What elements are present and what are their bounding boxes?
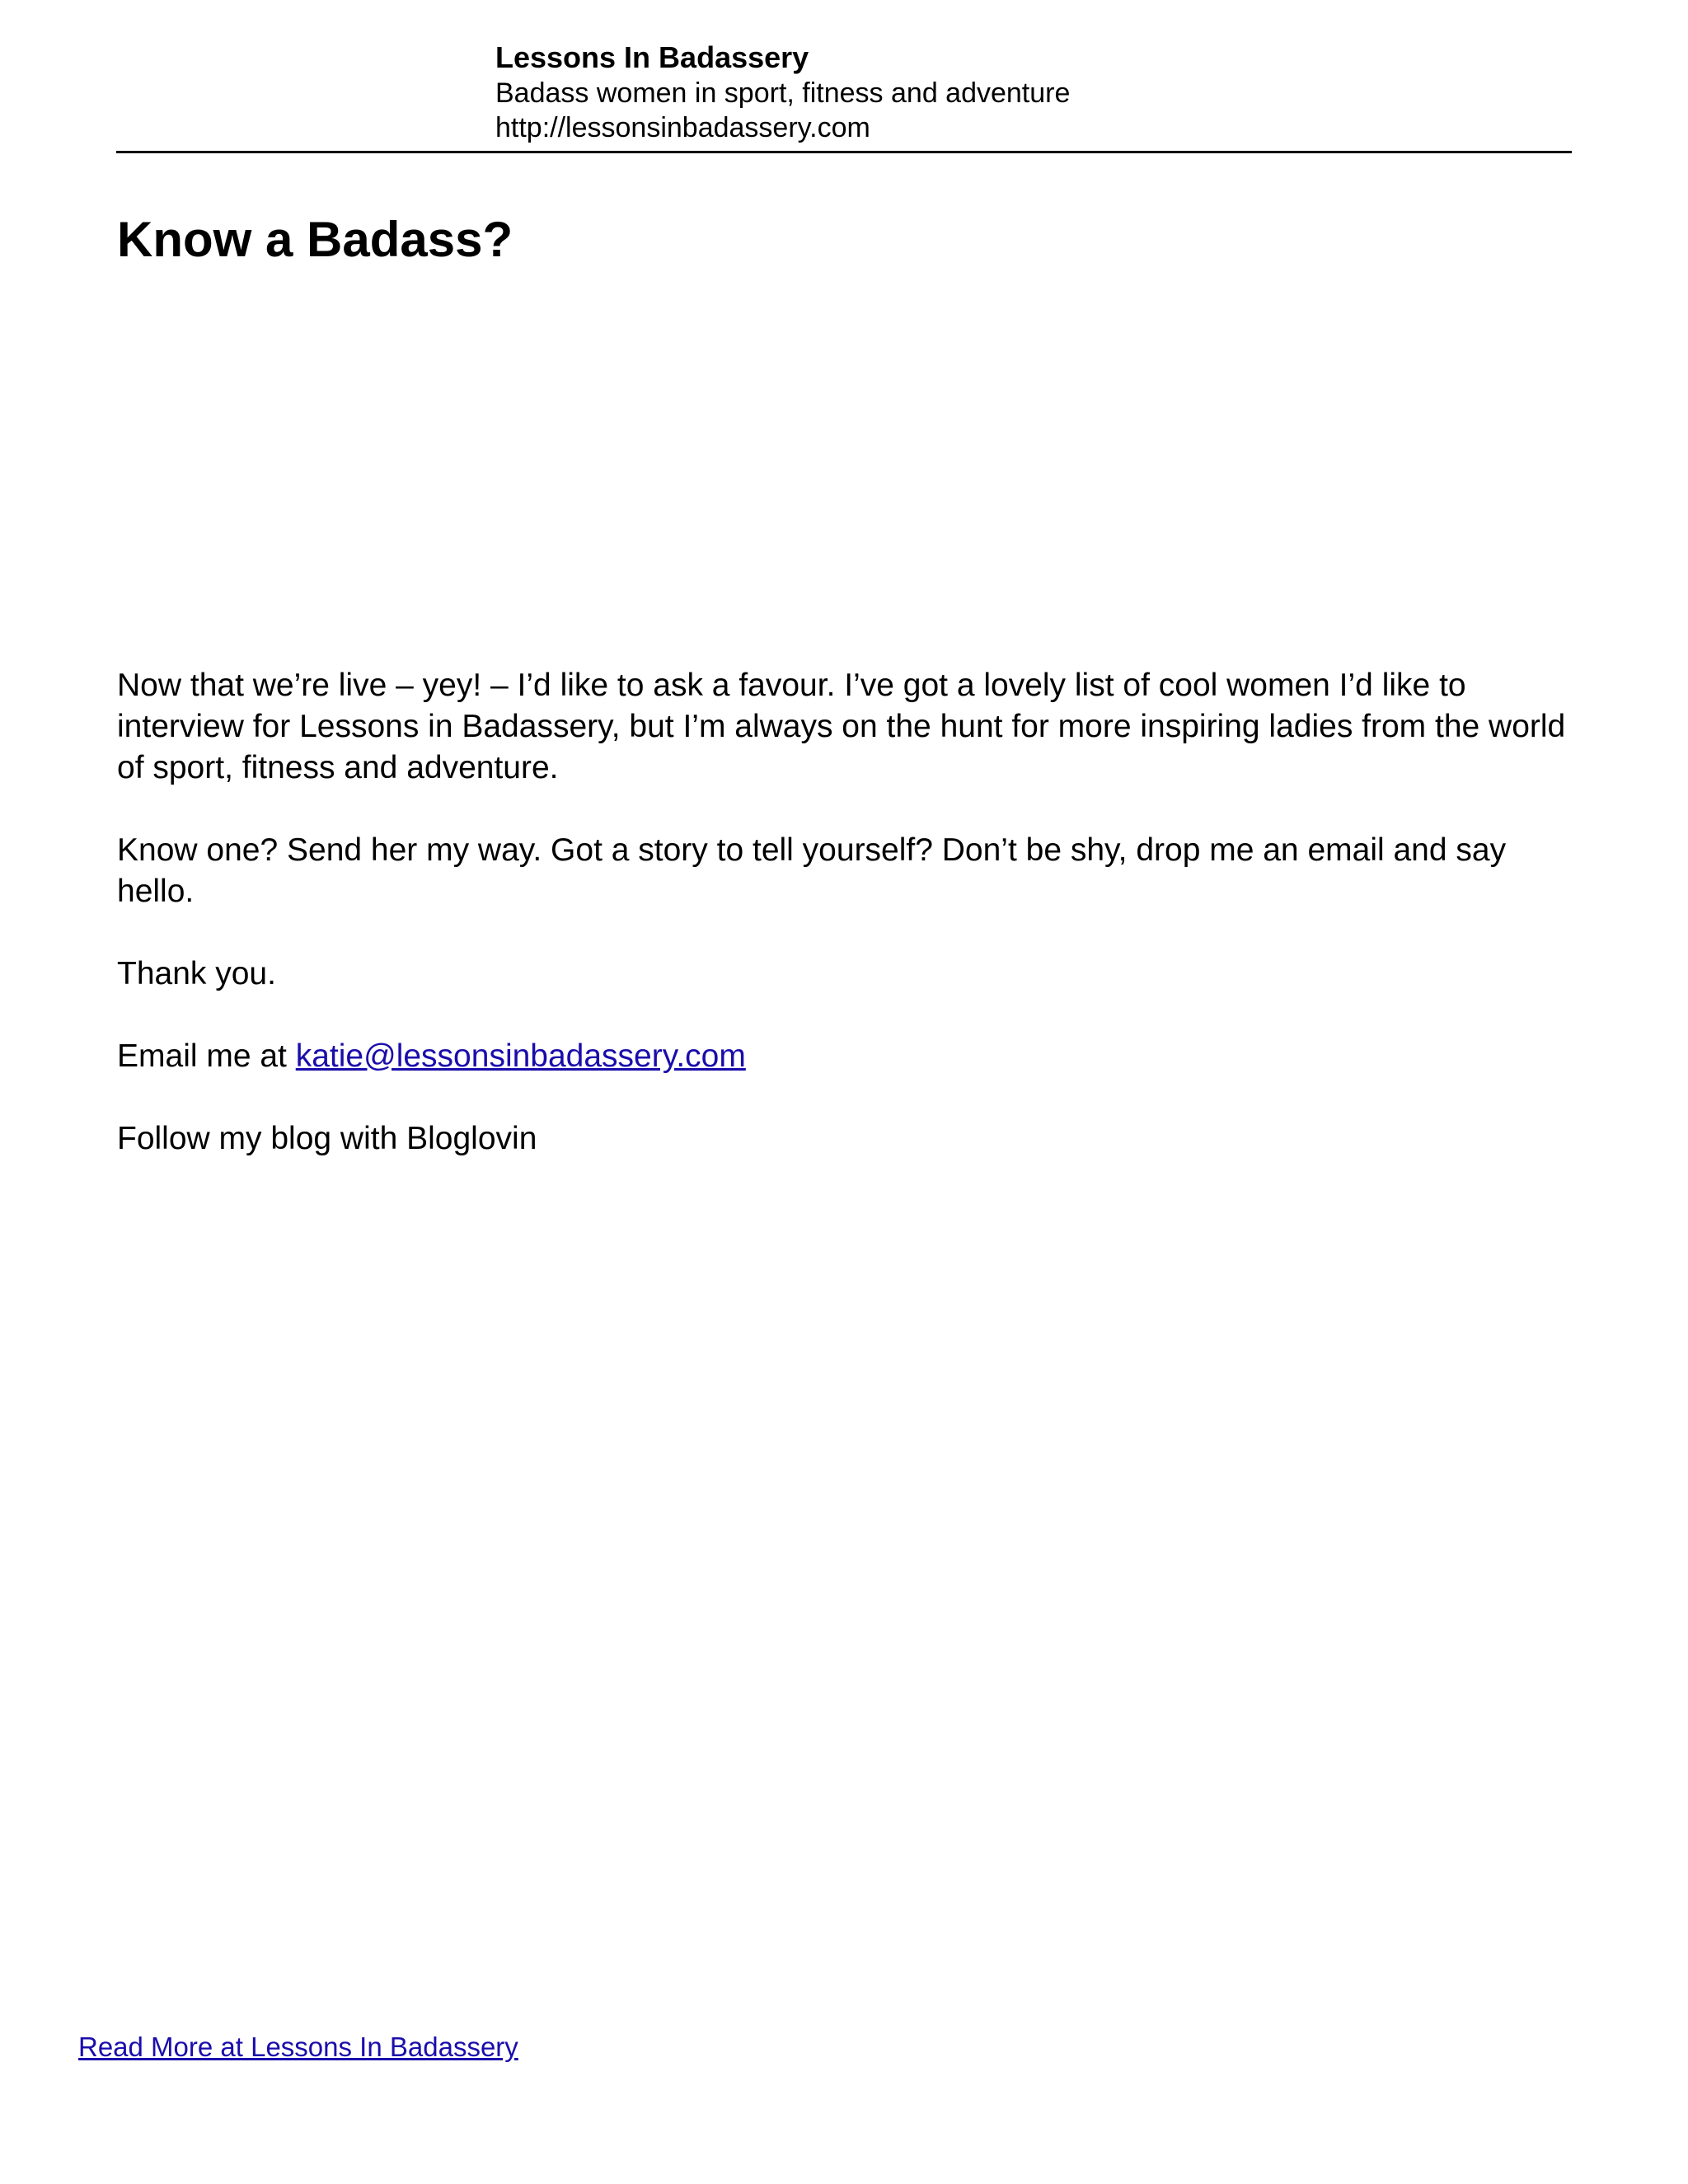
email-link[interactable]: katie@lessonsinbadassery.com (295, 1038, 746, 1074)
site-tagline: Badass women in sport, fitness and adventure (495, 77, 1071, 109)
post-paragraph: Know one? Send her my way. Got a story to tell yourself? Don’t be shy, drop me an email and say hello. (117, 832, 1507, 909)
site-url: http://lessonsinbadassery.com (495, 112, 870, 143)
header-divider (116, 151, 1572, 153)
email-prefix: Email me at (117, 1038, 296, 1074)
post-body (117, 665, 1568, 1201)
email-line (117, 1036, 1568, 1077)
post-paragraph: Thank you. (117, 956, 276, 991)
site-title: Lessons In Badassery (495, 40, 809, 74)
site-header (495, 40, 1567, 145)
read-more-link[interactable]: Read More at Lessons In Badassery (78, 2032, 518, 2062)
post-paragraph: Now that we’re live – yey! – I’d like to ask a favour. I’ve got a lovely list of cool women I’d like to interview for Lessons in Badassery, but I’m always on the hunt for more inspiring ladies from the world of sport, fitness and adventure. (117, 668, 1566, 785)
follow-line: Follow my blog with Bloglovin (117, 1121, 537, 1156)
post-title: Know a Badass? (117, 212, 513, 267)
